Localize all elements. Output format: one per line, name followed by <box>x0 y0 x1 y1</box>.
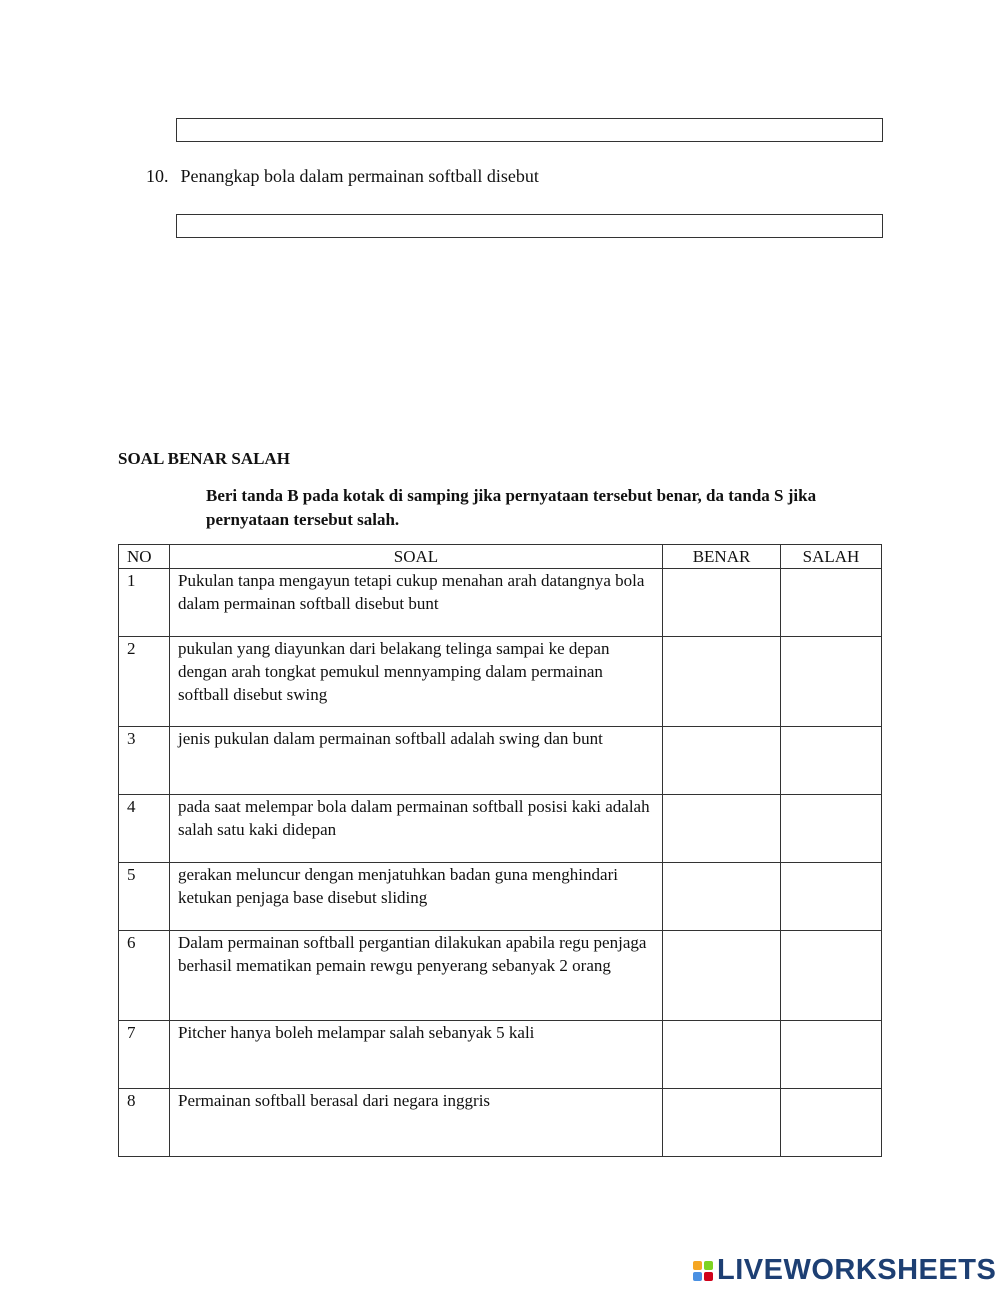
benar-answer-cell[interactable] <box>663 931 781 1021</box>
row-question: pada saat melempar bola dalam permainan softball posisi kaki adalah salah satu kaki didepan <box>170 795 663 863</box>
row-question: pukulan yang diayunkan dari belakang telinga sampai ke depan dengan arah tongkat pemukul mennyamping dalam permainan softball disebut swing <box>170 637 663 727</box>
logo-square-green <box>704 1261 713 1270</box>
logo-square-red <box>704 1272 713 1281</box>
row-number: 1 <box>119 569 170 637</box>
question-number: 10. <box>146 166 169 186</box>
row-question: Dalam permainan softball pergantian dilakukan apabila regu penjaga berhasil mematikan pemain rewgu penyerang sebanyak 2 orang <box>170 931 663 1021</box>
logo-square-orange <box>693 1261 702 1270</box>
row-number: 7 <box>119 1021 170 1089</box>
salah-answer-cell[interactable] <box>781 931 882 1021</box>
table-row <box>119 1021 882 1089</box>
salah-answer-cell[interactable] <box>781 727 882 795</box>
header-soal: SOAL <box>170 545 663 569</box>
question-text: Penangkap bola dalam permainan softball disebut <box>180 166 539 186</box>
header-salah: SALAH <box>781 545 882 569</box>
header-benar: BENAR <box>663 545 781 569</box>
table-row <box>119 1089 882 1157</box>
row-number: 4 <box>119 795 170 863</box>
header-no: NO <box>119 545 170 569</box>
row-question: jenis pukulan dalam permainan softball adalah swing dan bunt <box>170 727 663 795</box>
logo-text: LIVEWORKSHEETS <box>717 1254 997 1286</box>
row-number: 8 <box>119 1089 170 1157</box>
benar-answer-cell[interactable] <box>663 1089 781 1157</box>
section-title: SOAL BENAR SALAH <box>118 449 290 468</box>
benar-answer-cell[interactable] <box>663 1021 781 1089</box>
table-header-row <box>119 545 882 569</box>
answer-input-10[interactable] <box>176 214 883 238</box>
row-question: Permainan softball berasal dari negara inggris <box>170 1089 663 1157</box>
table-row <box>119 931 882 1021</box>
row-question: Pukulan tanpa mengayun tetapi cukup menahan arah datangnya bola dalam permainan softball disebut bunt <box>170 569 663 637</box>
row-number: 6 <box>119 931 170 1021</box>
row-number: 2 <box>119 637 170 727</box>
salah-answer-cell[interactable] <box>781 569 882 637</box>
benar-answer-cell[interactable] <box>663 863 781 931</box>
liveworksheets-logo-icon <box>693 1261 713 1281</box>
table-row <box>119 863 882 931</box>
true-false-table <box>118 544 882 1157</box>
benar-answer-cell[interactable] <box>663 569 781 637</box>
row-number: 5 <box>119 863 170 931</box>
benar-answer-cell[interactable] <box>663 637 781 727</box>
row-number: 3 <box>119 727 170 795</box>
salah-answer-cell[interactable] <box>781 863 882 931</box>
benar-answer-cell[interactable] <box>663 727 781 795</box>
salah-answer-cell[interactable] <box>781 1089 882 1157</box>
table-row <box>119 637 882 727</box>
liveworksheets-logo <box>693 1254 996 1287</box>
salah-answer-cell[interactable] <box>781 637 882 727</box>
section-instruction: Beri tanda B pada kotak di samping jika pernyataan tersebut benar, da tanda S jika pernyataan tersebut salah. <box>206 486 817 529</box>
row-question: gerakan meluncur dengan menjatuhkan badan guna menghindari ketukan penjaga base disebut sliding <box>170 863 663 931</box>
benar-answer-cell[interactable] <box>663 795 781 863</box>
table-row <box>119 795 882 863</box>
question-10 <box>146 166 539 187</box>
table-row <box>119 727 882 795</box>
answer-input-9[interactable] <box>176 118 883 142</box>
table-row <box>119 569 882 637</box>
row-question: Pitcher hanya boleh melampar salah sebanyak 5 kali <box>170 1021 663 1089</box>
salah-answer-cell[interactable] <box>781 795 882 863</box>
salah-answer-cell[interactable] <box>781 1021 882 1089</box>
logo-square-blue <box>693 1272 702 1281</box>
